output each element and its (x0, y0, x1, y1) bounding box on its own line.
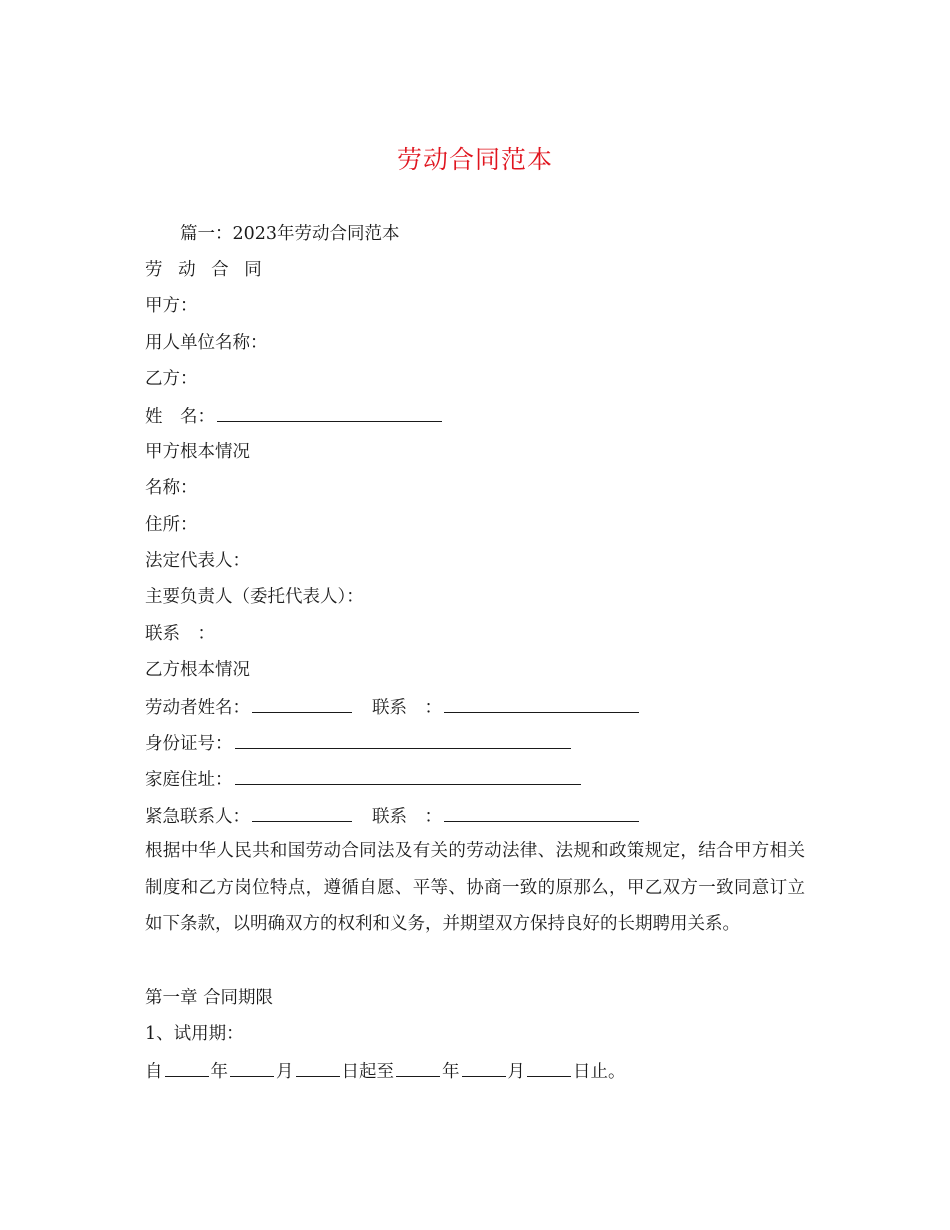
party-b-info-heading: 乙方根本情况 (145, 660, 250, 680)
period-month2-text: 月 (507, 1062, 525, 1082)
period-year-text: 年 (210, 1062, 228, 1082)
section-heading: 篇一：2023年劳动合同范本 (180, 224, 400, 244)
chapter-1-heading: 第一章 合同期限 (145, 988, 274, 1008)
from-day-blank (296, 1058, 340, 1077)
preamble-paragraph: 根据中华人民共和国劳动合同法及有关的劳动法律、法规和政策规定，结合甲方相关制度和乙方岗位特点，遵循自愿、平等、协商一致的原那么，甲乙双方一致同意订立如下条款，以明确双方的权利和义务，并期望双方保持良好的长期聘用关系。 (145, 841, 805, 934)
party-b-label: 乙方： (145, 369, 198, 389)
emergency-phone-blank (444, 803, 639, 822)
a-contact-label: 联系 ： (145, 624, 215, 644)
a-legal-rep-label: 法定代表人： (145, 551, 250, 571)
a-name-label: 名称： (145, 478, 198, 498)
period-day-end-text: 日止。 (573, 1062, 626, 1082)
worker-name-row (145, 694, 641, 721)
to-month-blank (462, 1058, 506, 1077)
home-address-row (145, 766, 583, 793)
worker-name-label: 劳动者姓名： (145, 698, 250, 718)
home-address-blank (235, 766, 581, 785)
home-address-label: 家庭住址： (145, 770, 233, 790)
emergency-contact-blank (252, 803, 352, 822)
emergency-contact-row (145, 803, 641, 830)
emergency-phone-label: 联系 ： (372, 807, 442, 827)
worker-contact-blank (444, 694, 639, 713)
period-month-text: 月 (276, 1062, 294, 1082)
a-address-label: 住所： (145, 515, 198, 535)
worker-name-blank (252, 694, 352, 713)
period-from-text: 自 (145, 1062, 163, 1082)
employer-name-label: 用人单位名称： (145, 333, 268, 353)
id-number-blank (235, 730, 571, 749)
worker-contact-label: 联系 ： (372, 698, 442, 718)
clause-1-label: 1、试用期： (145, 1024, 244, 1044)
document-title: 劳动合同范本 (396, 145, 553, 174)
party-a-label: 甲方： (145, 296, 198, 316)
name-blank (217, 403, 442, 422)
name-label: 姓 名： (145, 407, 215, 427)
from-month-blank (230, 1058, 274, 1077)
a-principal-label: 主要负责人（委托代表人）： (145, 587, 364, 607)
id-number-row (145, 730, 573, 757)
from-year-blank (165, 1058, 209, 1077)
party-a-info-heading: 甲方根本情况 (145, 442, 250, 462)
id-number-label: 身份证号： (145, 734, 233, 754)
emergency-contact-label: 紧急联系人： (145, 807, 250, 827)
contract-title: 劳 动 合 同 (145, 260, 267, 280)
to-day-blank (527, 1058, 571, 1077)
to-year-blank (396, 1058, 440, 1077)
period-year2-text: 年 (442, 1062, 460, 1082)
probation-period-row (145, 1058, 626, 1085)
period-day-from-text: 日起至 (341, 1062, 394, 1082)
name-row (145, 403, 444, 430)
